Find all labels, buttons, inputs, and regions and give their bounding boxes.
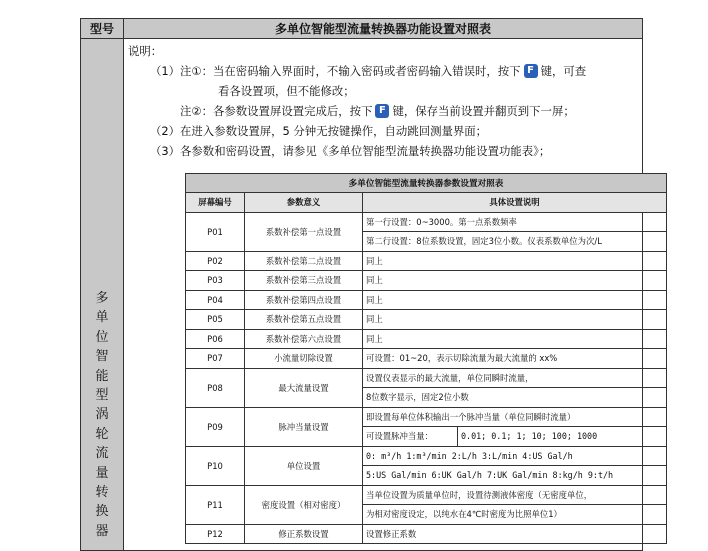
- param-meaning: 系数补偿第二点设置: [245, 251, 363, 271]
- setting-desc: 为相对密度设定，以纯水在4℃时密度为比照单位1）: [363, 505, 667, 525]
- setting-desc: 5:US Gal/min 6:UK Gal/h 7:UK Gal/min 8:kg/h 9:t/h: [363, 466, 667, 486]
- param-meaning: 最大流量设置: [245, 368, 363, 407]
- model-char: 位: [95, 329, 109, 345]
- table-row: [186, 271, 667, 291]
- model-char: 流: [95, 446, 109, 462]
- table-title: 多单位智能型流量转换器参数设置对照表: [186, 174, 667, 193]
- model-char: 单: [95, 310, 109, 326]
- screen-code: P11: [186, 485, 245, 524]
- param-meaning: 系数补偿第一点设置: [245, 212, 363, 251]
- note-2-suffix: 键，保存当前设置并翻页到下一屏；: [392, 104, 575, 118]
- table-row: [186, 251, 667, 271]
- setting-desc: 第一行设置：0~3000。第一点系数频率: [363, 212, 667, 232]
- setting-desc: 同上: [363, 329, 667, 349]
- setting-desc: 设置仪表显示的最大流量，单位同瞬时流量，: [363, 368, 667, 388]
- screen-code: P02: [186, 251, 245, 271]
- note-4: （3）各参数和密码设置，请参见《多单位智能型流量转换器功能设置功能表》；: [150, 144, 551, 158]
- table-title-row: [186, 174, 667, 193]
- setting-desc: 当单位设置为质量单位时，设置待测液体密度（无密度单位，: [363, 485, 667, 505]
- note-1-prefix: （1）注①：当在密码输入界面时，不输入密码或者密码输入错误时，按下: [150, 64, 521, 78]
- setting-desc: 同上: [363, 271, 667, 291]
- note-1-continued: 看各设置项，但不能修改；: [218, 84, 355, 98]
- model-char: 轮: [95, 426, 109, 442]
- column-header: 具体设置说明: [363, 193, 667, 213]
- screen-code: P08: [186, 368, 245, 407]
- setting-desc: 同上: [363, 251, 667, 271]
- table-row: [186, 212, 667, 232]
- param-meaning: 修正系数设置: [245, 524, 363, 544]
- table-row: [186, 524, 667, 544]
- setting-desc: 可设置：01~20，表示切除流量为最大流量的 xx%: [363, 349, 667, 369]
- model-char: 涡: [95, 407, 109, 423]
- param-meaning: 系数补偿第六点设置: [245, 329, 363, 349]
- model-name-vertical: [81, 289, 123, 541]
- table-row: [186, 310, 667, 330]
- model-char: 能: [95, 368, 109, 384]
- table-row: [186, 485, 667, 505]
- screen-code: P09: [186, 407, 245, 446]
- setting-options: 0.01; 0.1; 1; 10; 100; 1000: [458, 427, 667, 447]
- model-char: 器: [95, 523, 109, 539]
- table-row: [186, 349, 667, 369]
- table-header-row: [186, 193, 667, 213]
- setting-desc: 第二行设置：8位系数设置，固定3位小数。仪表系数单位为次/L: [363, 232, 667, 252]
- setting-desc: 即设置每单位体积输出一个脉冲当量（单位同瞬时流量）: [363, 407, 667, 427]
- parameter-table: [185, 173, 667, 544]
- model-header-cell: 型号: [81, 19, 124, 39]
- screen-code: P06: [186, 329, 245, 349]
- notes-intro: 说明：: [128, 44, 163, 58]
- setting-desc: 0: m³/h 1:m³/min 2:L/h 3:L/min 4:US Gal/h: [363, 446, 667, 466]
- screen-code: P12: [186, 524, 245, 544]
- note-1: [150, 61, 586, 81]
- model-char: 多: [95, 291, 109, 306]
- note-2-prefix: 注②：各参数设置屏设置完成后，按下: [180, 104, 373, 118]
- param-meaning: 密度设置（相对密度）: [245, 485, 363, 524]
- f-key-icon: F: [375, 104, 389, 118]
- document-title: 多单位智能型流量转换器功能设置对照表: [124, 19, 642, 39]
- model-char: 量: [95, 465, 109, 481]
- param-meaning: 系数补偿第三点设置: [245, 271, 363, 291]
- model-char: 型: [95, 388, 109, 404]
- table-row: [186, 407, 667, 427]
- note-3: （2）在进入参数设置屏，5 分钟无按键操作，自动跳回测量界面；: [150, 124, 488, 138]
- param-meaning: 系数补偿第四点设置: [245, 290, 363, 310]
- setting-desc: 同上: [363, 310, 667, 330]
- setting-desc: 同上: [363, 290, 667, 310]
- model-char: 转: [95, 485, 109, 501]
- note-1-suffix: 键，可查: [540, 64, 587, 78]
- model-char: 换: [95, 504, 109, 520]
- table-row: [186, 368, 667, 388]
- table-row: [186, 290, 667, 310]
- table-row: [186, 329, 667, 349]
- param-meaning: 脉冲当量设置: [245, 407, 363, 446]
- screen-code: P07: [186, 349, 245, 369]
- note-2: [180, 101, 575, 121]
- screen-code: P05: [186, 310, 245, 330]
- model-name-column: [81, 39, 124, 550]
- f-key-icon: F: [524, 64, 538, 78]
- document-frame: [80, 18, 643, 551]
- column-header: 屏幕编号: [186, 193, 245, 213]
- table-row: [186, 446, 667, 466]
- content-area: [124, 39, 642, 550]
- screen-code: P10: [186, 446, 245, 485]
- setting-desc: 可设置脉冲当量：: [363, 427, 458, 447]
- screen-code: P04: [186, 290, 245, 310]
- param-meaning: 单位设置: [245, 446, 363, 485]
- param-meaning: 系数补偿第五点设置: [245, 310, 363, 330]
- setting-desc: 8位数字显示，固定2位小数: [363, 388, 667, 408]
- setting-desc: 设置修正系数: [363, 524, 667, 544]
- screen-code: P01: [186, 212, 245, 251]
- screen-code: P03: [186, 271, 245, 291]
- model-char: 智: [95, 349, 109, 365]
- column-header: 参数意义: [245, 193, 363, 213]
- param-meaning: 小流量切除设置: [245, 349, 363, 369]
